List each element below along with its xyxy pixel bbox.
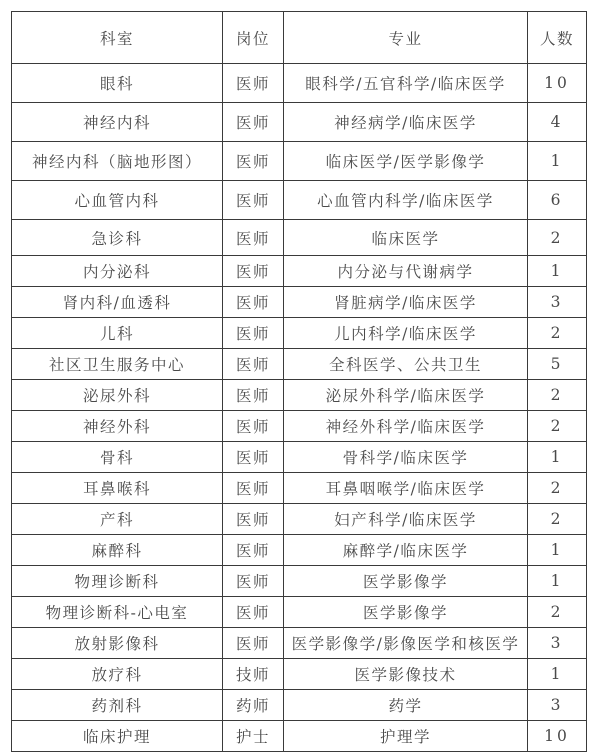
cell-department: 儿科 (12, 318, 223, 349)
cell-headcount: 1 (528, 142, 587, 181)
table-row (12, 181, 587, 220)
cell-position: 医师 (223, 349, 284, 380)
cell-major: 临床医学/医学影像学 (284, 142, 528, 181)
header-row (12, 12, 587, 64)
table-row (12, 411, 587, 442)
table-row (12, 220, 587, 256)
cell-headcount: 1 (528, 442, 587, 473)
table-row (12, 504, 587, 535)
table-body (12, 64, 587, 752)
cell-major: 肾脏病学/临床医学 (284, 287, 528, 318)
cell-department: 物理诊断科 (12, 566, 223, 597)
cell-major: 医学影像学 (284, 566, 528, 597)
cell-headcount: 1 (528, 566, 587, 597)
cell-position: 医师 (223, 220, 284, 256)
cell-headcount: 2 (528, 473, 587, 504)
cell-headcount: 2 (528, 220, 587, 256)
header-position: 岗位 (223, 12, 284, 64)
table-row (12, 659, 587, 690)
recruitment-table (11, 11, 587, 752)
cell-department: 神经内科（脑地形图） (12, 142, 223, 181)
table-row (12, 442, 587, 473)
table-row (12, 349, 587, 380)
cell-position: 医师 (223, 181, 284, 220)
header-department: 科室 (12, 12, 223, 64)
cell-major: 神经外科学/临床医学 (284, 411, 528, 442)
cell-department: 神经内科 (12, 103, 223, 142)
cell-department: 泌尿外科 (12, 380, 223, 411)
cell-major: 儿内科学/临床医学 (284, 318, 528, 349)
header-headcount: 人数 (528, 12, 587, 64)
cell-major: 药学 (284, 690, 528, 721)
table-row (12, 690, 587, 721)
cell-major: 医学影像技术 (284, 659, 528, 690)
cell-department: 内分泌科 (12, 256, 223, 287)
cell-position: 医师 (223, 473, 284, 504)
cell-headcount: 2 (528, 318, 587, 349)
cell-major: 耳鼻咽喉学/临床医学 (284, 473, 528, 504)
table-row (12, 64, 587, 103)
cell-position: 药师 (223, 690, 284, 721)
cell-major: 护理学 (284, 721, 528, 752)
cell-position: 医师 (223, 597, 284, 628)
cell-position: 医师 (223, 411, 284, 442)
cell-headcount: 1 (528, 256, 587, 287)
cell-position: 医师 (223, 103, 284, 142)
header-major: 专业 (284, 12, 528, 64)
cell-major: 神经病学/临床医学 (284, 103, 528, 142)
cell-position: 医师 (223, 442, 284, 473)
cell-headcount: 2 (528, 597, 587, 628)
cell-headcount: 1 (528, 659, 587, 690)
table-row (12, 628, 587, 659)
table-row (12, 103, 587, 142)
cell-headcount: 2 (528, 411, 587, 442)
table-header (12, 12, 587, 64)
cell-major: 泌尿外科学/临床医学 (284, 380, 528, 411)
cell-headcount: 4 (528, 103, 587, 142)
cell-major: 全科医学、公共卫生 (284, 349, 528, 380)
cell-major: 眼科学/五官科学/临床医学 (284, 64, 528, 103)
cell-department: 物理诊断科-心电室 (12, 597, 223, 628)
cell-position: 医师 (223, 628, 284, 659)
cell-major: 医学影像学/影像医学和核医学 (284, 628, 528, 659)
table-row (12, 473, 587, 504)
table-row (12, 256, 587, 287)
cell-headcount: 2 (528, 504, 587, 535)
cell-headcount: 2 (528, 380, 587, 411)
cell-department: 急诊科 (12, 220, 223, 256)
cell-department: 放射影像科 (12, 628, 223, 659)
cell-major: 妇产科学/临床医学 (284, 504, 528, 535)
cell-department: 眼科 (12, 64, 223, 103)
cell-position: 医师 (223, 318, 284, 349)
cell-department: 麻醉科 (12, 535, 223, 566)
cell-position: 护士 (223, 721, 284, 752)
table-row (12, 142, 587, 181)
cell-position: 技师 (223, 659, 284, 690)
cell-position: 医师 (223, 380, 284, 411)
cell-headcount: 3 (528, 628, 587, 659)
table-row (12, 535, 587, 566)
cell-department: 临床护理 (12, 721, 223, 752)
table-row (12, 380, 587, 411)
table-row (12, 597, 587, 628)
cell-major: 麻醉学/临床医学 (284, 535, 528, 566)
cell-department: 放疗科 (12, 659, 223, 690)
cell-department: 社区卫生服务中心 (12, 349, 223, 380)
cell-major: 医学影像学 (284, 597, 528, 628)
table-row (12, 287, 587, 318)
cell-headcount: 1 (528, 535, 587, 566)
cell-headcount: 3 (528, 287, 587, 318)
cell-position: 医师 (223, 566, 284, 597)
cell-major: 内分泌与代谢病学 (284, 256, 528, 287)
cell-department: 耳鼻喉科 (12, 473, 223, 504)
cell-position: 医师 (223, 142, 284, 181)
cell-position: 医师 (223, 504, 284, 535)
cell-department: 骨科 (12, 442, 223, 473)
cell-headcount: 5 (528, 349, 587, 380)
cell-headcount: 3 (528, 690, 587, 721)
cell-department: 神经外科 (12, 411, 223, 442)
cell-major: 临床医学 (284, 220, 528, 256)
cell-position: 医师 (223, 535, 284, 566)
cell-position: 医师 (223, 287, 284, 318)
cell-department: 产科 (12, 504, 223, 535)
cell-major: 骨科学/临床医学 (284, 442, 528, 473)
cell-department: 药剂科 (12, 690, 223, 721)
cell-department: 肾内科/血透科 (12, 287, 223, 318)
cell-position: 医师 (223, 64, 284, 103)
cell-position: 医师 (223, 256, 284, 287)
cell-headcount: 10 (528, 64, 587, 103)
cell-headcount: 10 (528, 721, 587, 752)
cell-department: 心血管内科 (12, 181, 223, 220)
cell-headcount: 6 (528, 181, 587, 220)
table-row (12, 318, 587, 349)
table-row (12, 566, 587, 597)
cell-major: 心血管内科学/临床医学 (284, 181, 528, 220)
table-row (12, 721, 587, 752)
